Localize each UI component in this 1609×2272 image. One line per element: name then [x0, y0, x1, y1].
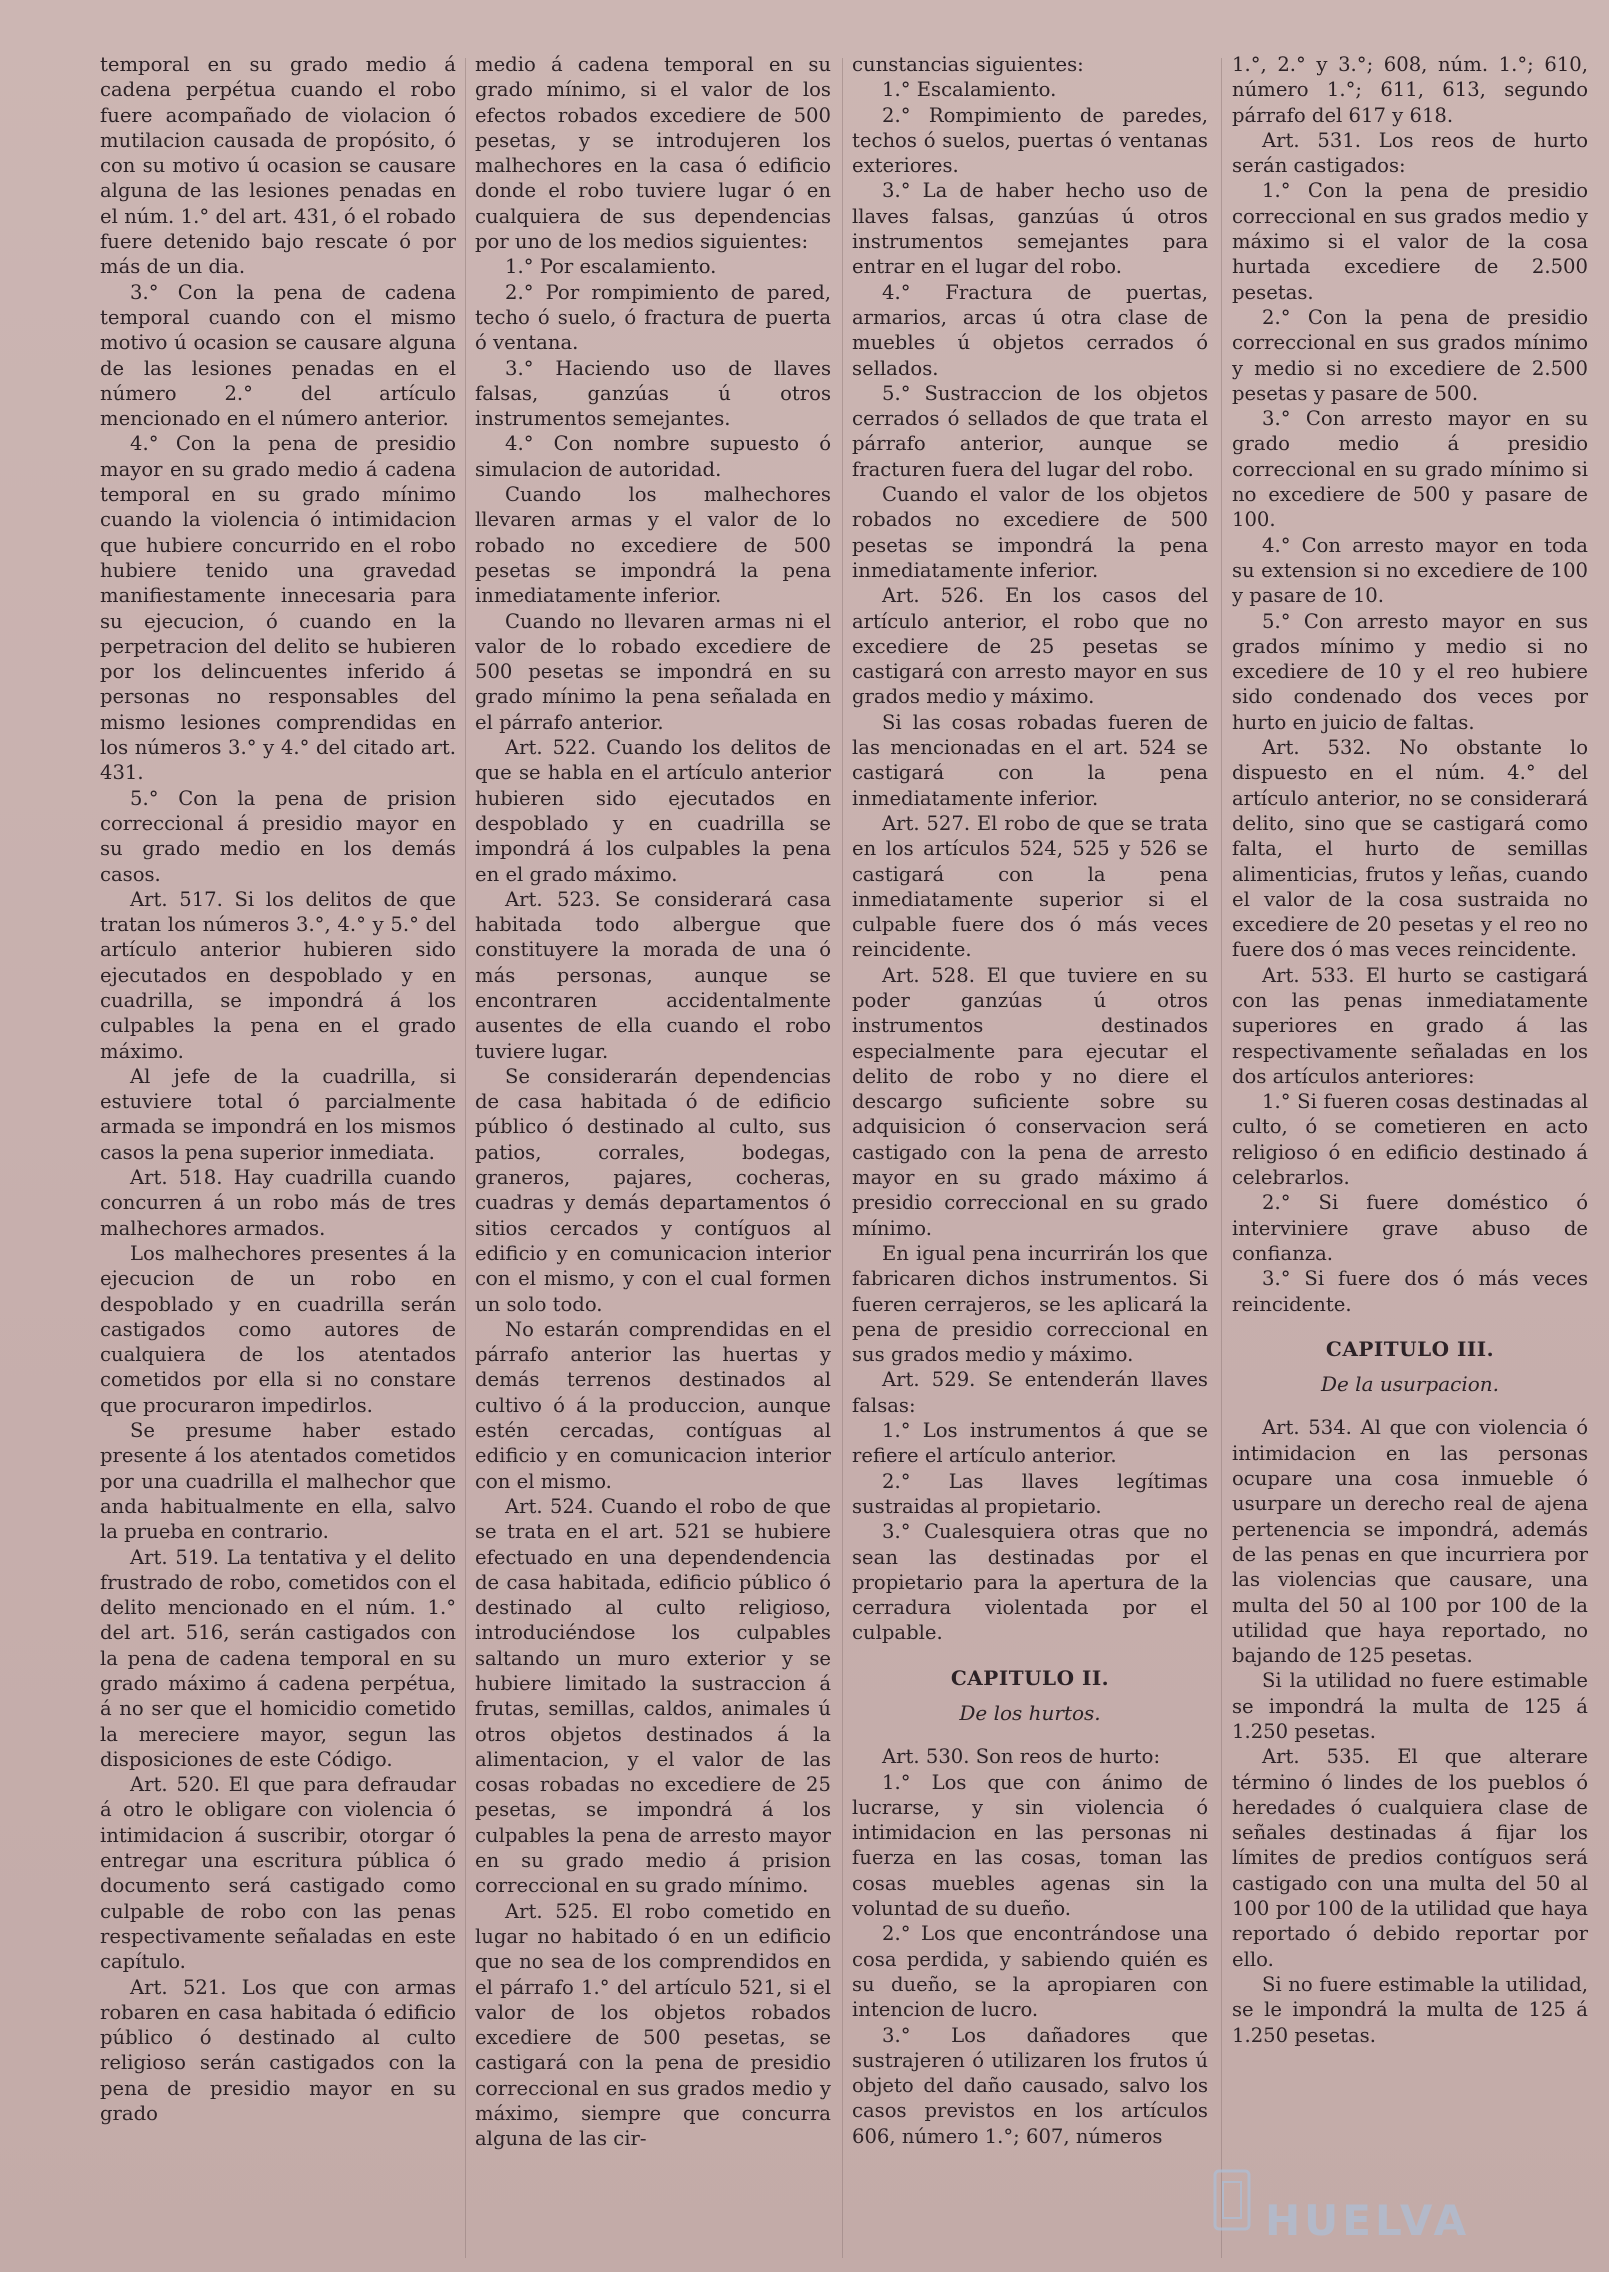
paragraph: 3.° Con arresto mayor en su grado medio á presidio correccional en su grado mínimo si no excediere de 500 y pasare de 100.	[1232, 407, 1588, 532]
paragraph: Art. 518. Hay cuadrilla cuando concurren á un robo más de tres malhechores armados.	[100, 1166, 456, 1240]
paragraph: En igual pena incurrirán los que fabricaren dichos instrumentos. Si fueren cerrajeros, se les aplicará la pena de presidio correccional en sus grados medio y máximo.	[852, 1241, 1208, 1367]
paragraph: Art. 521. Los que con armas robaren en casa habitada ó edificio público ó destinado al culto religioso serán castigados con la pena de presidio mayor en su grado	[100, 1975, 456, 2126]
paragraph: 1.° Por escalamiento.	[505, 255, 717, 279]
paragraph: Cuando el valor de los objetos robados no excediere de 500 pesetas se impondrá la pena inmediatamente inferior.	[852, 483, 1208, 582]
paragraph: Art. 525. El robo cometido en lugar no habitado ó en un edificio que no sea de los comprendidos en el párrafo 1.° del artículo 521, si el valor de los objetos robados excediere de 500 pesetas, se castigará con la pena de presidio correccional en sus grados medio y máximo, siempre que concurra alguna de las cir-	[475, 1899, 831, 2151]
paragraph: 2.° Los que encontrándose una cosa perdida, y sabiendo quién es su dueño, se la apropiaren con intencion de lucro.	[852, 1922, 1208, 2022]
paragraph: 3.° Cualesquiera otras que no sean las destinadas por el propietario para la apertura de la cerradura violentada por el culpable.	[852, 1520, 1208, 1645]
paragraph: Art. 534. Al que con violencia ó intimidacion en las personas ocupare una cosa inmueble ó usurpare un derecho real de ajena pertenencia se impondrá, además de las penas en que incurriera por las violencias que causare, una multa del 50 al 100 por 100 de la utilidad que haya reportado, no bajando de 125 pesetas.	[1232, 1416, 1588, 1668]
paragraph: 1.° Los que con ánimo de lucrarse, y sin violencia ó intimidacion en las personas ni fuerza en las cosas, toman las cosas muebles agenas sin la voluntad de su dueño.	[852, 1770, 1208, 1921]
column-rule	[465, 58, 466, 2258]
paragraph: Art. 531. Los reos de hurto serán castigados:	[1232, 128, 1588, 178]
paragraph: 1.° Si fueren cosas destinadas al culto, ó se cometieren en acto religioso ó en edificio destinado á celebrarlos.	[1232, 1090, 1588, 1190]
paragraph: Art. 523. Se considerará casa habitada todo albergue que constituyere la morada de una ó más personas, aunque se encontraren accidentalmente ausentes de ella cuando el robo tuviere lugar.	[475, 887, 831, 1063]
archive-seal-icon	[1212, 2168, 1252, 2232]
paragraph: Cuando no llevaren armas ni el valor de lo robado excediere de 500 pesetas se impondrá en su grado mínimo la pena señalada en el párrafo anterior.	[475, 609, 831, 734]
paragraph: Art. 530. Son reos de hurto:	[882, 1745, 1161, 1769]
chapter-3-heading: CAPITULO III.	[1325, 1336, 1495, 1361]
paragraph: Si la utilidad no fuere estimable se impondrá la multa de 125 á 1.250 pesetas.	[1232, 1669, 1588, 1743]
paragraph: No estarán comprendidas en el párrafo anterior las huertas y demás terrenos destinados al cultivo ó á la produccion, aunque estén cercadas, contíguas al edificio y en comunicacion interior con el mismo.	[475, 1317, 831, 1493]
paragraph: 4.° Con la pena de presidio mayor en su grado medio á cadena temporal en su grado mínimo cuando la violencia ó intimidacion que hubiere concurrido en el robo hubiere tenido una gravedad manifiestamente innecesaria para su ejecucion, ó cuando en la perpetracion del delito se hubieren por los delincuentes inferido á personas no responsables del mismo lesiones comprendidas en los números 3.° y 4.° del citado art. 431.	[100, 432, 456, 785]
text-column-3	[852, 52, 1208, 2149]
paragraph: 4.° Con nombre supuesto ó simulacion de autoridad.	[475, 432, 831, 481]
paragraph: 1.° Escalamiento.	[882, 78, 1057, 102]
paragraph: Se considerarán dependencias de casa habitada ó de edificio público ó destinado al culto, sus patios, corrales, bodegas, graneros, pajares, cocheras, cuadras y demás departamentos ó sitios cercados y contíguos al edificio y en comunicacion interior con el mismo, y con el cual formen un solo todo.	[475, 1064, 831, 1316]
paragraph: Art. 517. Si los delitos de que tratan los números 3.°, 4.° y 5.° del artículo anterior hubieren sido ejecutados en despoblado y en cuadrilla, se impondrá á los culpables la pena en el grado máximo.	[100, 887, 456, 1063]
chapter-2-subtitle: De los hurtos.	[959, 1701, 1101, 1725]
paragraph: temporal en su grado medio á cadena perpétua cuando el robo fuere acompañado de violacion ó mutilacion causada de propósito, ó con su motivo ú ocasion se causare alguna de las lesiones penadas en el núm. 1.° del art. 431, ó el robado fuere detenido bajo rescate ó por más de un dia.	[100, 53, 456, 279]
paragraph: Art. 529. Se entenderán llaves falsas:	[852, 1368, 1208, 1417]
paragraph: Art. 535. El que alterare término ó lindes de los pueblos ó heredades ó cualquiera clase de señales destinadas á fijar los límites de predios contíguos será castigado con una multa del 50 al 100 por 100 de la utilidad que haya reportado ó debido reportar por ello.	[1232, 1745, 1588, 1971]
paragraph: 2.° Por rompimiento de pared, techo ó suelo, ó fractura de puerta ó ventana.	[475, 280, 831, 355]
paragraph: Art. 519. La tentativa y el delito frustrado de robo, cometidos con el delito mencionado en el núm. 1.° del art. 516, serán castigados con la pena de cadena temporal en su grado máximo á cadena perpétua, á no ser que el homicidio cometido la mereciere mayor, segun las disposiciones de este Código.	[100, 1545, 456, 1771]
paragraph: Los malhechores presentes á la ejecucion de un robo en despoblado y en cuadrilla serán castigados como autores de cualquiera de los atentados cometidos por ella si no constare que procuraron impedirlos.	[100, 1241, 456, 1417]
column-rule	[842, 58, 843, 2258]
paragraph: Si las cosas robadas fueren de las mencionadas en el art. 524 se castigará con la pena inmediatamente inferior.	[852, 710, 1208, 810]
paragraph: 3.° La de haber hecho uso de llaves falsas, ganzúas ú otros instrumentos semejantes para entrar en el lugar del robo.	[852, 179, 1208, 279]
paragraph: 5.° Con la pena de prision correccional á presidio mayor en su grado medio en los demás casos.	[100, 786, 456, 886]
paragraph: Art. 526. En los casos del artículo anterior, el robo que no excediere de 25 pesetas se castigará con arresto mayor en sus grados medio y máximo.	[852, 584, 1208, 709]
chapter-3-subtitle: De la usurpacion.	[1320, 1372, 1500, 1397]
paragraph: 1.°, 2.° y 3.°; 608, núm. 1.°; 610, número 1.°; 611, 613, segundo párrafo del 617 y 618.	[1232, 53, 1588, 127]
paragraph: 2.° Con la pena de presidio correccional en sus grados mínimo y medio si no excediere de 2.500 pesetas y pasare de 500.	[1232, 305, 1588, 405]
paragraph: 2.° Rompimiento de paredes, techos ó suelos, puertas ó ventanas exteriores.	[852, 103, 1208, 178]
paragraph: medio á cadena temporal en su grado mínimo, si el valor de los efectos robados excediere de 500 pesetas, y se introdujeren los malhechores en la casa ó edificio donde el robo tuviere lugar ó en cualquiera de sus dependencias por uno de los medios siguientes:	[475, 53, 831, 254]
paragraph: cunstancias siguientes:	[852, 53, 1084, 76]
paragraph: 5.° Con arresto mayor en sus grados mínimo y medio si no excediere de 10 y el reo hubiere sido condenado dos veces por hurto en juicio de faltas.	[1232, 609, 1588, 734]
paragraph: 2.° Las llaves legítimas sustraidas al propietario.	[852, 1469, 1208, 1518]
paragraph: Si no fuere estimable la utilidad, se le impondrá la multa de 125 á 1.250 pesetas.	[1232, 1972, 1588, 2047]
paragraph: 3.° Los dañadores que sustrajeren ó utilizaren los frutos ú objeto del daño causado, salvo los casos previstos en los artículos 606, número 1.°; 607, números	[852, 2023, 1208, 2148]
paragraph: Art. 522. Cuando los delitos de que se habla en el artículo anterior hubieren sido ejecutados en despoblado y en cuadrilla se impondrá á los culpables la pena en el grado máximo.	[475, 736, 831, 886]
paragraph: 1.° Con la pena de presidio correccional en sus grados medio y máximo si el valor de la cosa hurtada excediere de 2.500 pesetas.	[1232, 179, 1588, 304]
paragraph: 3.° Haciendo uso de llaves falsas, ganzúas ú otros instrumentos semejantes.	[475, 356, 831, 431]
chapter-2-heading: CAPITULO II.	[950, 1665, 1110, 1690]
paragraph: 5.° Sustraccion de los objetos cerrados ó sellados de que trata el párrafo anterior, aunque se fracturen fuera del lugar del robo.	[852, 381, 1208, 481]
paragraph: Art. 520. El que para defraudar á otro le obligare con violencia ó intimidacion á suscribir, otorgar ó entregar una escritura pública ó documento será castigado como culpable de robo con las penas respectivamente señaladas en este capítulo.	[100, 1773, 456, 1974]
paragraph: Art. 524. Cuando el robo de que se trata en el art. 521 se hubiere efectuado en una dependendencia de casa habitada, edificio público ó destinado al culto religioso, introduciéndose los culpables saltando un muro exterior y se hubiere limitado la sustraccion á frutas, semillas, caldos, animales ú otros objetos destinados á la alimentacion, y el valor de las cosas robadas no excediere de 25 pesetas, se impondrá á los culpables la pena de arresto mayor en su grado medio á prision correccional en su grado mínimo.	[475, 1494, 831, 1898]
paragraph: 2.° Si fuere doméstico ó interviniere grave abuso de confianza.	[1232, 1191, 1588, 1265]
paragraph: 1.° Los instrumentos á que se refiere el artículo anterior.	[852, 1419, 1208, 1468]
paragraph: 4.° Con arresto mayor en toda su extension si no excediere de 100 y pasare de 10.	[1232, 533, 1588, 608]
paragraph: 4.° Fractura de puertas, armarios, arcas ú otra clase de muebles ú objetos cerrados ó sellados.	[852, 280, 1208, 380]
text-column-2	[475, 52, 831, 2152]
text-column-4	[1232, 52, 1588, 2048]
paragraph: 3.° Con la pena de cadena temporal cuando con el mismo motivo ú ocasion se causare alguna de las lesiones penadas en el número 2.° del artículo mencionado en el número anterior.	[100, 280, 456, 431]
text-column-1	[100, 52, 456, 2126]
paragraph: Art. 527. El robo de que se trata en los artículos 524, 525 y 526 se castigará con la pena inmediatamente superior si el culpable fuere dos ó más veces reincidente.	[852, 811, 1208, 962]
paragraph: Art. 532. No obstante lo dispuesto en el núm. 4.° del artículo anterior, no se considerará delito, sino que se castigará como falta, el hurto de semillas alimenticias, frutos y leñas, cuando el valor de la cosa sustraida no excediere de 20 pesetas y el reo no fuere dos ó mas veces reincidente.	[1232, 736, 1588, 962]
paragraph: Se presume haber estado presente á los atentados cometidos por una cuadrilla el malhechor que anda habitualmente en ella, salvo la prueba en contrario.	[100, 1419, 456, 1544]
paragraph: Art. 528. El que tuviere en su poder ganzúas ú otros instrumentos destinados especialmente para ejecutar el delito de robo y no diere el descargo suficiente sobre su adquisicion ó conservacion será castigado con la pena de arresto mayor en su grado máximo á presidio correccional en su grado mínimo.	[852, 963, 1208, 1240]
watermark-text: HUELVA	[1265, 2196, 1471, 2245]
paragraph: Cuando los malhechores llevaren armas y el valor de lo robado no excediere de 500 pesetas se impondrá la pena inmediatamente inferior.	[475, 483, 831, 608]
paragraph: 3.° Si fuere dos ó más veces reincidente.	[1232, 1267, 1588, 1316]
paragraph: Al jefe de la cuadrilla, si estuviere total ó parcialmente armada se impondrá en los mismos casos la pena superior inmediata.	[100, 1064, 456, 1164]
paragraph: Art. 533. El hurto se castigará con las penas inmediatamente superiores en grado á las respectivamente señaladas en los dos artículos anteriores:	[1232, 963, 1588, 1088]
column-rule	[1221, 58, 1222, 2258]
